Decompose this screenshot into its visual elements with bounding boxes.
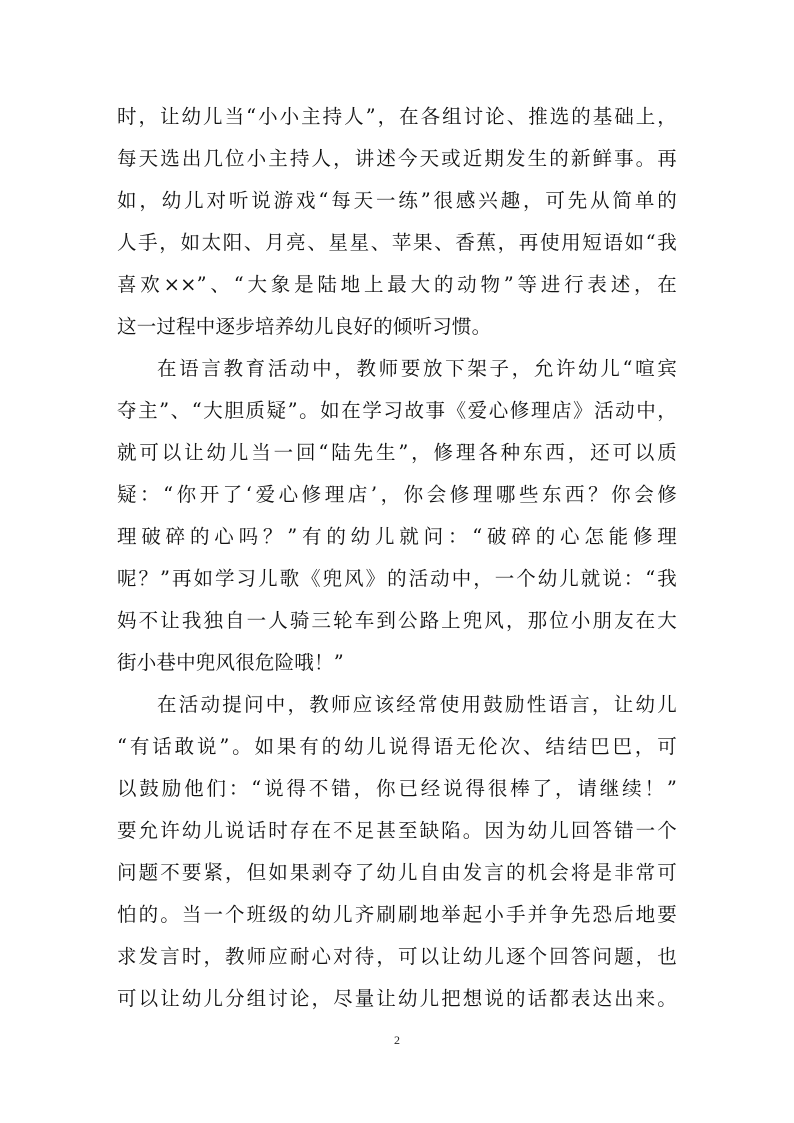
body-text [117,96,677,1020]
text-line: 如，幼儿对听说游戏“每天一练”很感兴趣，可先从简单的 [117,189,677,212]
text-line: “有话敢说”。如果有的幼儿说得语无伦次、结结巴巴，可 [117,735,677,758]
text-line: 呢？”再如学习儿歌《兜风》的活动中，一个幼儿就说：“我 [117,567,677,590]
paragraph-3 [117,684,677,1020]
page-number: 2 [394,1033,400,1047]
text-line: 怕的。当一个班级的幼儿齐刷刷地举起小手并争先恐后地要 [117,903,677,926]
text-line: 妈不让我独自一人骑三轮车到公路上兜风，那位小朋友在大 [117,609,677,632]
text-line: 每天选出几位小主持人，讲述今天或近期发生的新鲜事。再 [117,147,677,170]
text-line: 这一过程中逐步培养幼儿良好的倾听习惯。 [117,315,492,338]
text-line: 要允许幼儿说话时存在不足甚至缺陷。因为幼儿回答错一个 [117,819,677,842]
text-line: 理破碎的心吗？”有的幼儿就问：“破碎的心怎能修理 [117,525,677,548]
text-line: 在语言教育活动中，教师要放下架子，允许幼儿“喧宾 [157,357,677,380]
text-line: 人手，如太阳、月亮、星星、苹果、香蕉，再使用短语如“我 [117,231,677,254]
text-line: 时，让幼儿当“小小主持人”，在各组讨论、推选的基础上， [117,105,677,128]
text-line: 疑：“你开了‘爱心修理店’，你会修理哪些东西？你会修 [117,483,677,506]
text-line: 街小巷中兜风很危险哦！” [117,651,344,674]
text-line: 以鼓励他们：“说得不错，你已经说得很棒了，请继续！” [117,777,677,800]
paragraph-1 [117,96,677,348]
paragraph-2 [117,348,677,684]
text-line: 求发言时，教师应耐心对待，可以让幼儿逐个回答问题，也 [117,945,677,968]
text-line: 问题不要紧，但如果剥夺了幼儿自由发言的机会将是非常可 [117,861,677,884]
text-line: 喜欢××”、“大象是陆地上最大的动物”等进行表述，在 [117,273,677,296]
text-line: 夺主”、“大胆质疑”。如在学习故事《爱心修理店》活动中， [117,399,677,422]
text-line: 在活动提问中，教师应该经常使用鼓励性语言，让幼儿 [157,693,677,716]
text-line: 就可以让幼儿当一回“陆先生”，修理各种东西，还可以质 [117,441,677,464]
text-line: 可以让幼儿分组讨论，尽量让幼儿把想说的话都表达出来。 [117,987,677,1010]
